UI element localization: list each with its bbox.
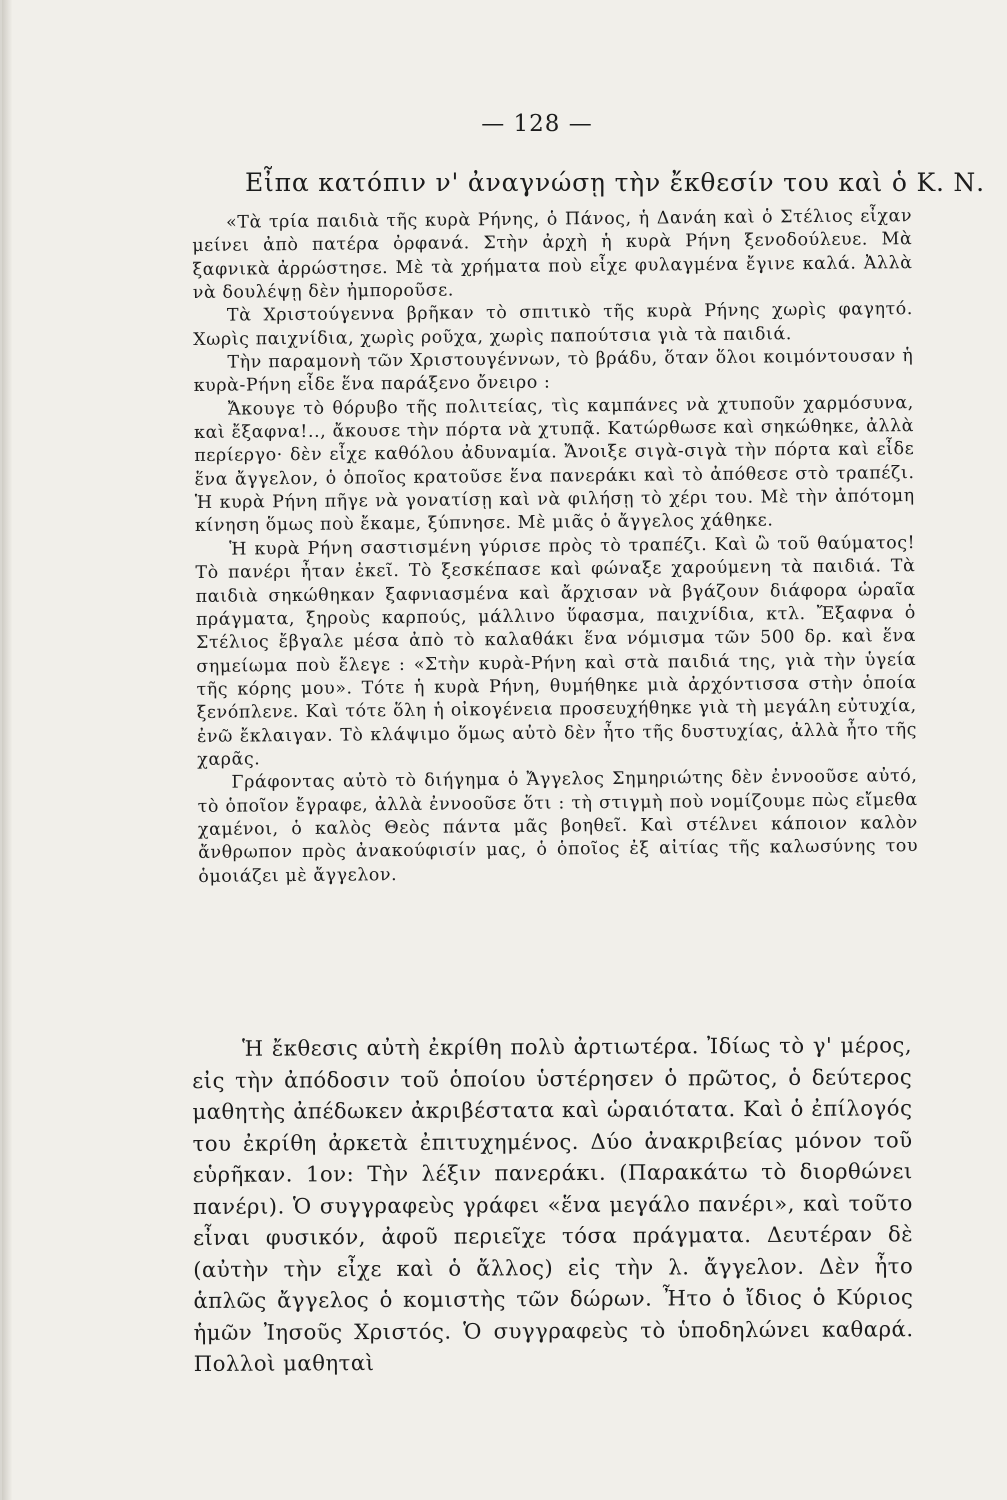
quote-paragraph: Τὴν παραμονὴ τῶν Χριστουγέννων, τὸ βράδυ, ὅταν ὅλοι κοιμόντουσαν ἡ κυρὰ-Ρήνη εἶδε ἕνα παράξενο ὄνειρο : (193, 346, 914, 397)
commentary-paragraph: Ἡ ἔκθεσις αὐτὴ ἐκρίθη πολὺ ἀρτιωτέρα. Ἰδίως τὸ γ' μέρος, εἰς τὴν ἀπόδοσιν τοῦ ὁποίου ὑστέρησεν ὁ πρῶτος, ὁ δεύτερος μαθητὴς ἀπέδωκεν ἀκριβέστατα καὶ ὡραιότατα. Καὶ ὁ ἐπίλογός του ἐκρίθη ἀρκετὰ ἐπιτυχημένος. Δύο ἀνακριβείας μόνον τοῦ εὑρῆκαν. 1ον: Τὴν λέξιν πανεράκι. (Παρακάτω τὸ διορθώνει πανέρι). Ὁ συγγραφεὺς γράφει «ἕνα μεγάλο πανέρι», καὶ τοῦτο εἶναι φυσικόν, ἀφοῦ περιεῖχε τόσα πράγματα. Δευτέραν δὲ (αὐτὴν τὴν εἶχε καὶ ὁ ἄλλος) εἰς τὴν λ. ἄγγελον. Δὲν ἦτο ἁπλῶς ἄγγελος ὁ κομιστὴς τῶν δώρων. Ἦτο ὁ ἴδιος ὁ Κύριος ἡμῶν Ἰησοῦς Χριστός. Ὁ συγγραφεὺς τὸ ὑποδηλώνει καθαρά. Πολλοὶ μαθηταὶ (192, 1032, 914, 1376)
quote-paragraph: «Τὰ τρία παιδιὰ τῆς κυρὰ Ρήνης, ὁ Πάνος, ἡ Δανάη καὶ ὁ Στέλιος εἶχαν μείνει ἀπὸ πατέρα ὀρφανά. Στὴν ἀρχὴ ἡ κυρὰ Ρήνη ξενοδούλευε. Μὰ ξαφνικὰ ἀρρώστησε. Μὲ τὰ χρήματα ποὺ εἶχε φυλαγμένα ἔγινε καλά. Ἀλλὰ νὰ δουλέψῃ δὲν ἠμποροῦσε. (192, 206, 913, 304)
page-binding-edge (2, 0, 12, 1500)
section-heading: Εἶπα κατόπιν ν' ἀναγνώσῃ τὴν ἔκθεσίν του καὶ ὁ Κ. Ν. (245, 168, 985, 197)
quote-paragraph: Ἡ κυρὰ Ρήνη σαστισμένη γύρισε πρὸς τὸ τραπέζι. Καὶ ὢ τοῦ θαύματος! Τὸ πανέρι ἦταν ἐκεῖ. Τὸ ξεσκέπασε καὶ φώναξε χαρούμενη τὰ παιδιά. Τὰ παιδιὰ σηκώθηκαν ξαφνιασμένα καὶ ἄρχισαν νὰ βγάζουν διάφορα ὡραῖα πράγματα, ξηροὺς καρπούς, μάλλινο ὕφασμα, παιχνίδια, κτλ. Ἔξαφνα ὁ Στέλιος ἔβγαλε μέσα ἀπὸ τὸ καλαθάκι ἕνα νόμισμα τῶν 500 δρ. καὶ ἕνα σημείωμα ποὺ ἔλεγε : «Στὴν κυρὰ-Ρήνη καὶ στὰ παιδιά της, γιὰ τὴν ὑγεία τῆς κόρης μου». Τότε ἡ κυρὰ Ρήνη, θυμήθηκε μιὰ ἀρχόντισσα στὴν ὁποία ξενόπλενε. Καὶ τότε ὅλη ἡ οἰκογένεια προσευχήθηκε γιὰ τὴ μεγάλη εὐτυχία, ἐνῶ ἔκλαιγαν. Τὸ κλάψιμο ὅμως αὐτὸ δὲν ἦτο τῆς δυστυχίας, ἀλλὰ ἦτο τῆς χαρᾶς. (195, 532, 918, 770)
quoted-essay (192, 205, 918, 889)
quote-paragraph: Γράφοντας αὐτὸ τὸ διήγημα ὁ Ἄγγελος Σημηριώτης δὲν ἐννοοῦσε αὐτό, τὸ ὁποῖον ἔγραφε, ἀλλὰ ἐννοοῦσε ὅτι : τὴ στιγμὴ ποὺ νομίζουμε πὼς εἴμεθα χαμένοι, ὁ καλὸς Θεὸς πάντα μᾶς βοηθεῖ. Καὶ στέλνει κάποιον καλὸν ἄνθρωπον πρὸς ἀνακούφισίν μας, ὁ ὁποῖος ἐξ αἰτίας τῆς καλωσύνης του ὁμοιάζει μὲ ἄγγελον. (197, 766, 919, 887)
quote-paragraph: Ἄκουγε τὸ θόρυβο τῆς πολιτείας, τὶς καμπάνες νὰ χτυποῦν χαρμόσυνα, καὶ ἔξαφνα!.., ἄκουσε τὴν πόρτα νὰ χτυπᾷ. Κατώρθωσε καὶ σηκώθηκε, ἀλλὰ περίεργο· δὲν εἶχε καθόλου ἀδυναμία. Ἄνοιξε σιγὰ-σιγὰ τὴν πόρτα καὶ εἶδε ἕνα ἄγγελον, ὁ ὁποῖος κρατοῦσε ἕνα πανεράκι καὶ τὸ ἀπόθεσε στὸ τραπέζι. Ἡ κυρὰ Ρήνη πῆγε νὰ γονατίσῃ καὶ νὰ φιλήσῃ τὸ χέρι του. Μὲ τὴν ἀπότομη κίνηση ὅμως ποὺ ἔκαμε, ξύπνησε. Μὲ μιᾶς ὁ ἄγγελος χάθηκε. (194, 392, 915, 537)
page-number: — 128 — (481, 111, 593, 137)
commentary-text (192, 1029, 914, 1379)
quote-paragraph: Τὰ Χριστούγεννα βρῆκαν τὸ σπιτικὸ τῆς κυρὰ Ρήνης χωρὶς φαγητό. Χωρὶς παιχνίδια, χωρὶς ροῦχα, χωρὶς παπούτσια γιὰ τὰ παιδιά. (193, 299, 914, 350)
